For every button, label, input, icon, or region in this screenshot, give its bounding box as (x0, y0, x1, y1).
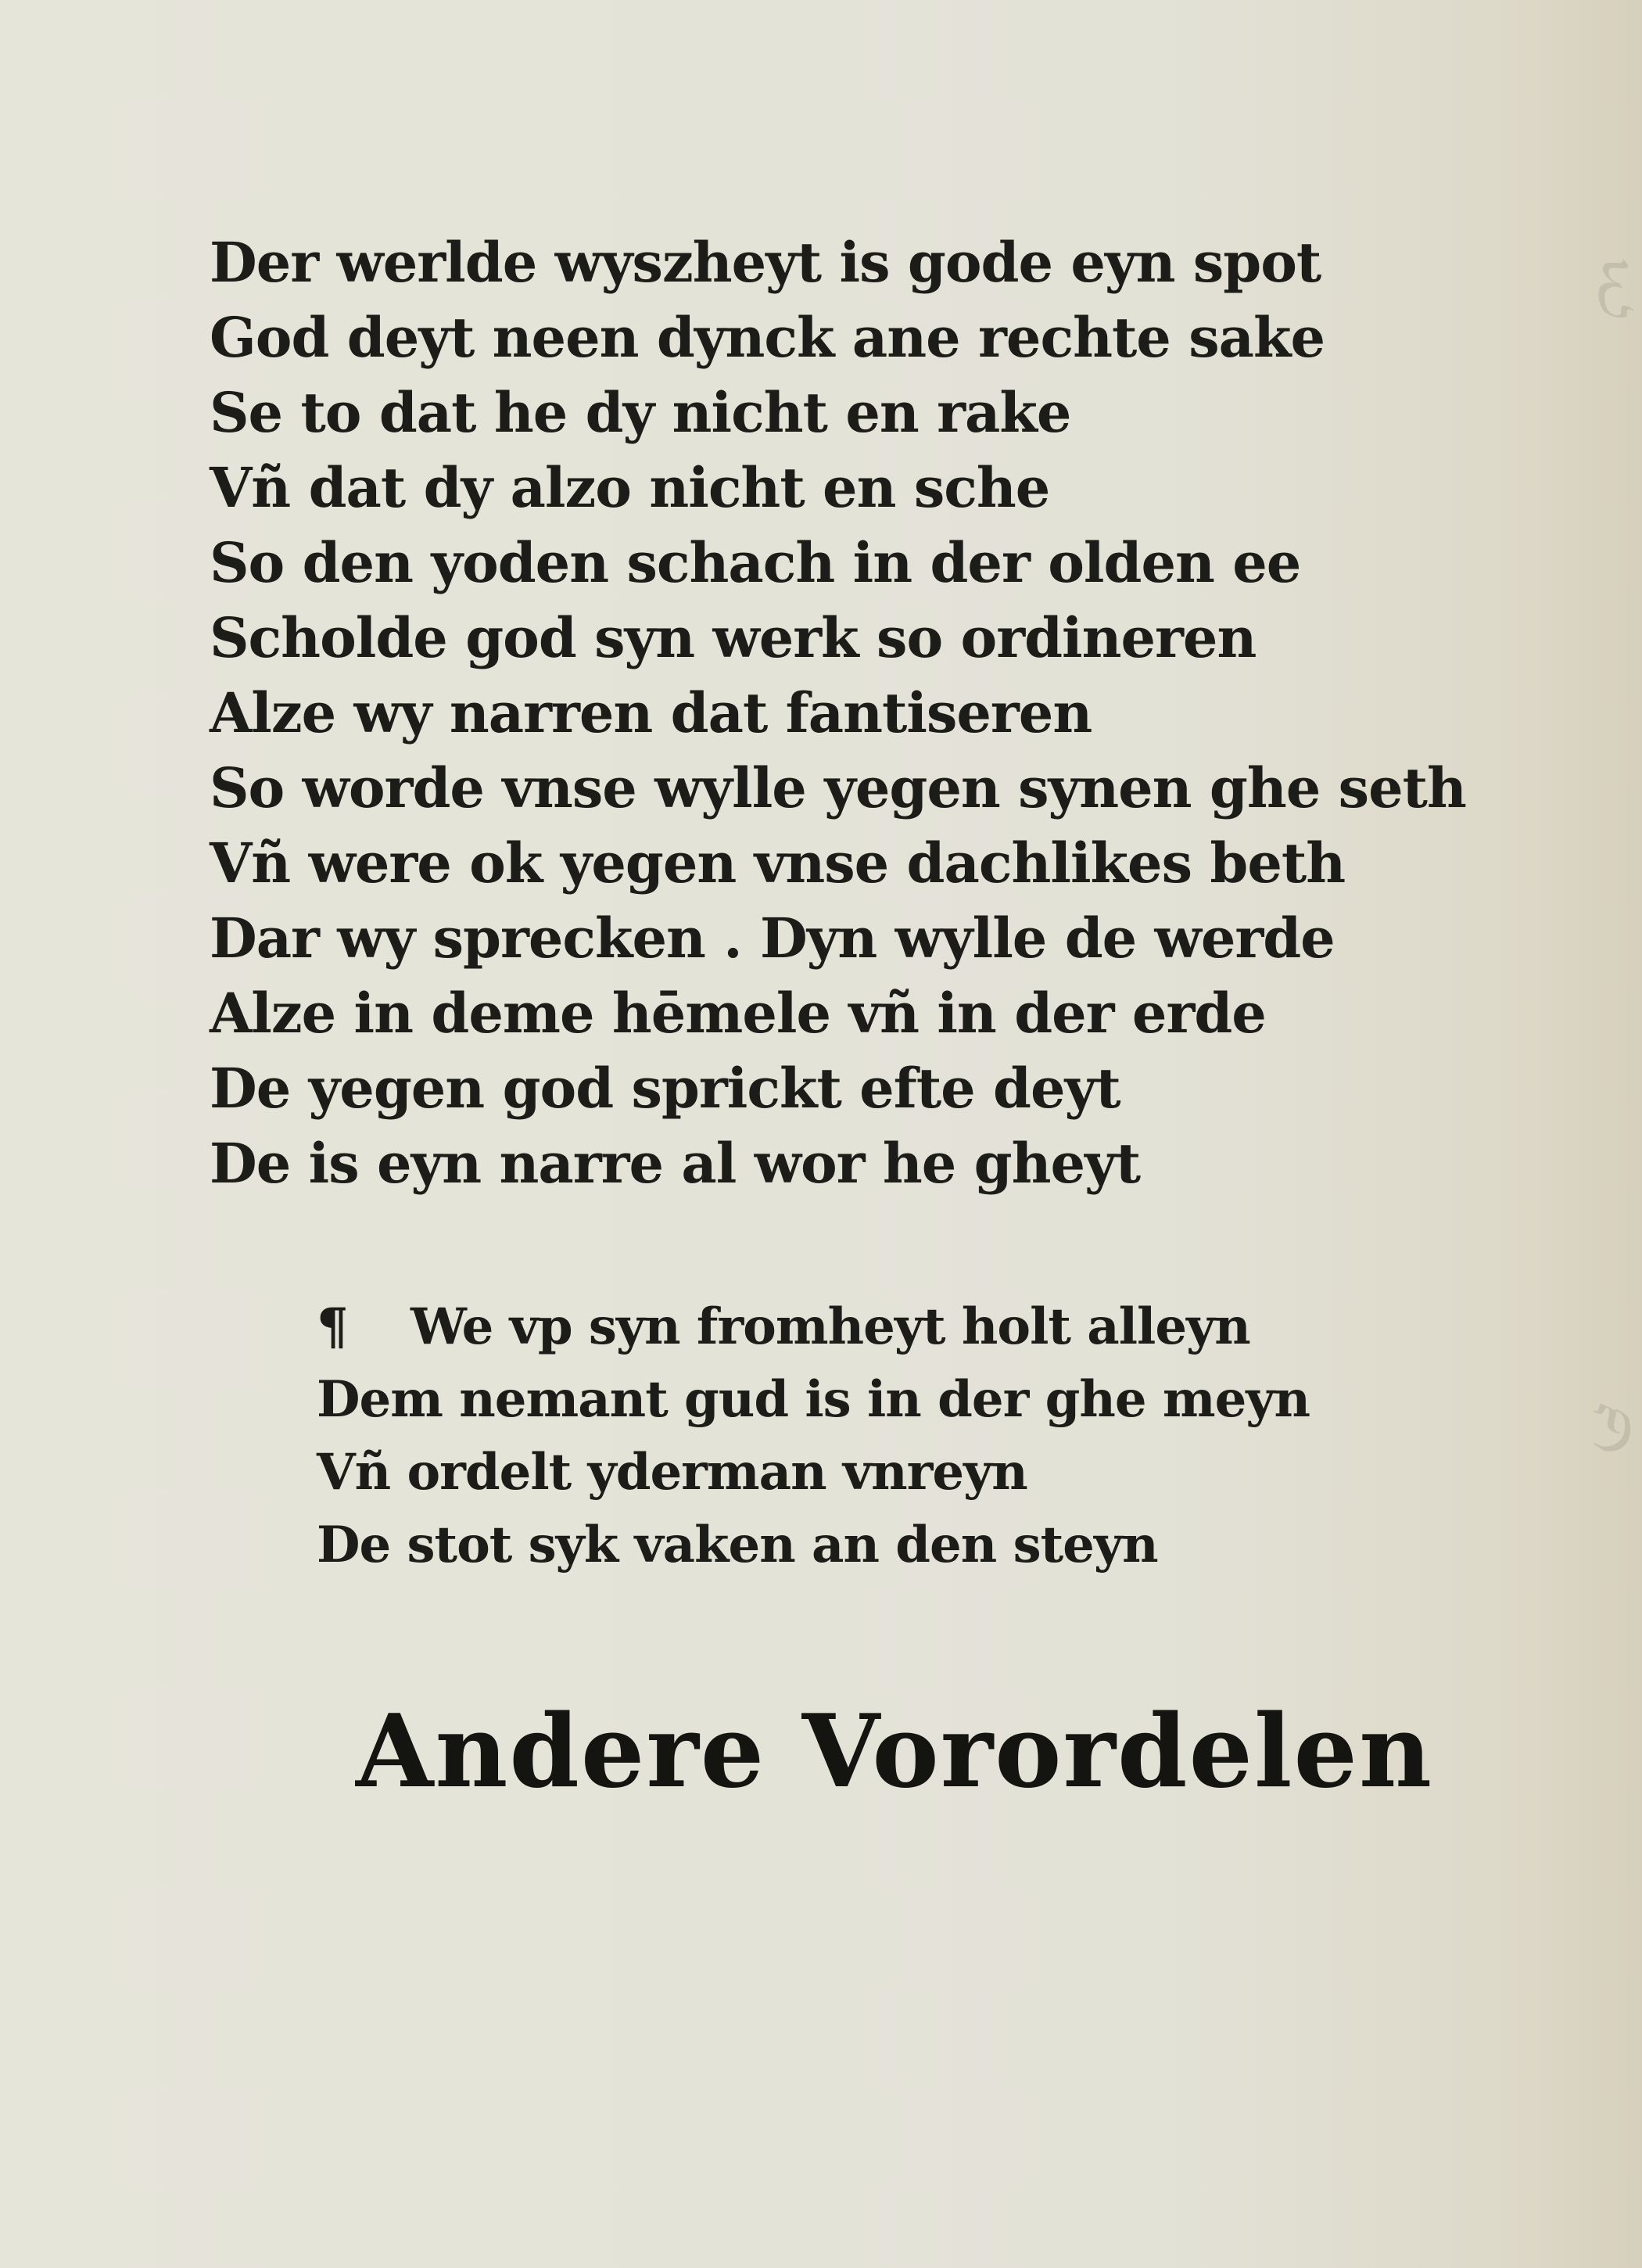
verse-line-text: We vp syn fromheyt holt alleyn (410, 1297, 1250, 1356)
verse-line: Vñ dat dy alzo nicht en sche (210, 455, 1050, 520)
verse-stanza-2 (317, 1290, 1310, 1581)
verse-line: Alze in deme hēmele vñ in der erde (210, 981, 1266, 1046)
verse-line: Dar wy sprecken . Dyn wylle de werde (210, 906, 1335, 971)
show-through-mark: ℭ (1590, 1392, 1634, 1465)
pilcrow-icon: ¶ (317, 1297, 348, 1356)
verse-line: Dem nemant gud is in der ghe meyn (317, 1370, 1310, 1429)
verse-line: Vñ ordelt yderman vnreyn (317, 1443, 1027, 1502)
verse-line: So worde vnse wylle yegen synen ghe seth (210, 755, 1466, 820)
section-heading: Andere Vorordelen (356, 1693, 1433, 1810)
show-through-mark: ℨ (1595, 250, 1634, 323)
verse-line: Vñ were ok yegen vnse dachlikes beth (210, 831, 1346, 895)
verse-stanza-1 (210, 225, 1466, 1201)
verse-line: De is eyn narre al wor he gheyt (210, 1131, 1141, 1196)
verse-line: De yegen god sprickt efte deyt (210, 1056, 1120, 1121)
verse-line: Scholde god syn werk so ordineren (210, 605, 1257, 670)
verse-line-with-pilcrow (317, 1290, 1310, 1363)
verse-line: God deyt neen dynck ane rechte sake (210, 305, 1325, 370)
reverse-side-show-through (1548, 219, 1642, 2018)
verse-line: Alze wy narren dat fantiseren (210, 680, 1092, 745)
verse-line: Der werlde wyszheyt is gode eyn spot (210, 230, 1321, 295)
verse-line: De stot syk vaken an den steyn (317, 1516, 1158, 1574)
verse-line: Se to dat he dy nicht en rake (210, 380, 1071, 445)
verse-line: So den yoden schach in der olden ee (210, 530, 1301, 595)
